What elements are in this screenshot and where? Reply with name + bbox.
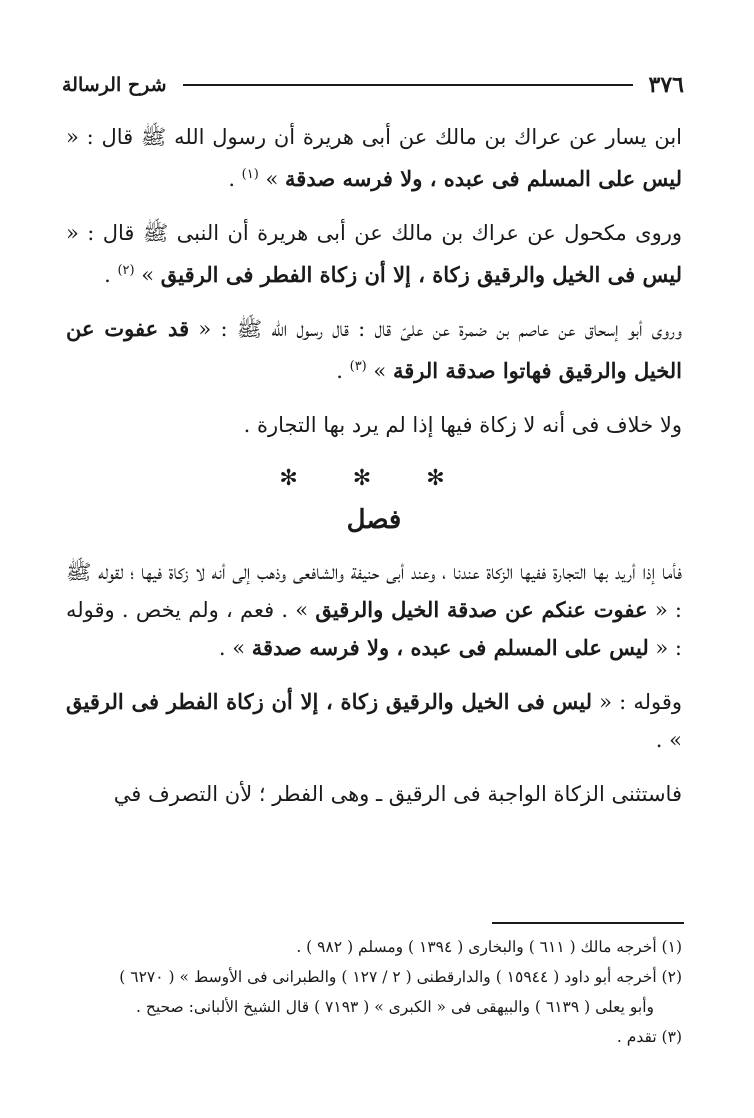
footnote-marker: (٣) (349, 359, 367, 374)
footnote-1: (١) أخرجه مالك ( ٦١١ ) والبخارى ( ١٣٩٤ ) ومسلم ( ٩٨٢ ) . (296, 938, 682, 956)
page-number: ٣٧٦ (648, 72, 684, 98)
hadith-quote: ليس على المسلم فى عبده ، ولا فرسه صدقة (285, 166, 682, 191)
paragraph-text: ابن يسار عن عراك بن مالك عن أبى هريرة أن رسول الله ﷺ قال : « (66, 125, 682, 149)
paragraph-text: » (258, 167, 286, 191)
section-separator: ✻ ✻ ✻ (279, 466, 469, 491)
paragraph-text: » . (218, 636, 252, 660)
footnote-2: (٢) أخرجه أبو داود ( ١٥٩٤٤ ) والدارقطنى ( ٢ / ١٢٧ ) والطبرانى فى الأوسط » ( ٦٢٧٠ ) (119, 968, 682, 986)
running-title: شرح الرسالة (62, 74, 167, 96)
paragraph-2 (66, 214, 682, 294)
paragraph-text: وقوله : « (592, 690, 683, 714)
section-paragraph-1 (66, 553, 682, 667)
footnote-2-continuation: وأبو يعلى ( ٦١٣٩ ) والبيهقى فى « الكبرى » ( ٧١٩٣ ) قال الشيخ الألبانى: صحيح . (136, 998, 654, 1016)
hadith-quote: عفوت عنكم عن صدقة الخيل والرقيق (315, 597, 648, 622)
footnote-marker: (١) (241, 167, 259, 182)
footnote-marker: (٢) (117, 263, 135, 278)
section-title: فصل (346, 505, 402, 535)
hadith-quote: ليس فى الخيل والرقيق زكاة ، إلا أن زكاة الفطر فى الرقيق (66, 689, 593, 714)
paragraph-text: وروى مكحول عن عراك بن مالك عن أبى هريرة أن النبى ﷺ قال : « (66, 221, 682, 245)
page-header (62, 68, 684, 102)
footnotes (66, 932, 682, 1052)
hadith-quote: ليس فى الخيل والرقيق زكاة ، إلا أن زكاة الفطر فى الرقيق (160, 262, 682, 287)
hadith-quote: قد عفوت عن الخيل والرقيق فهاتوا صدقة الرقة (66, 316, 682, 383)
footnote-rule (492, 922, 684, 924)
paragraph-text: وروى أبو إسحاق عن عاصم بن ضمرة عن علىّ قال : قال رسول الله ﷺ : « (189, 317, 682, 341)
paragraph-1 (66, 118, 682, 198)
footnote-3: (٣) تقدم . (616, 1028, 682, 1046)
header-rule (183, 84, 633, 86)
paragraph-text: ولا خلاف فى أنه لا زكاة فيها إذا لم يرد بها التجارة . (243, 413, 682, 437)
section-paragraph-2 (66, 683, 682, 759)
paragraph-text: فاستثنى الزكاة الواجبة فى الرقيق ـ وهى الفطر ؛ لأن التصرف في (113, 782, 682, 806)
paragraph-text: فأما إذا أريد بها التجارة ففيها الزكاة عندنا ، وعند أبى حنيفة والشافعى وذهب إلى أنه لا زكاة فيها ؛ لقوله ﷺ : « (66, 560, 682, 622)
page-body (66, 118, 682, 829)
paragraph-text: . (104, 263, 118, 287)
paragraph-text: . (228, 167, 242, 191)
section-paragraph-3 (66, 775, 682, 813)
paragraph-text: » (366, 359, 393, 383)
hadith-quote: ليس على المسلم فى عبده ، ولا فرسه صدقة (251, 635, 649, 660)
paragraph-text: » (134, 263, 161, 287)
paragraph-text: » . فعم ، ولم يخص . وقوله : « (66, 598, 682, 660)
paragraph-text: » . (655, 728, 682, 752)
paragraph-text: . (336, 359, 350, 383)
paragraph-4 (66, 406, 682, 444)
paragraph-3 (66, 310, 682, 390)
